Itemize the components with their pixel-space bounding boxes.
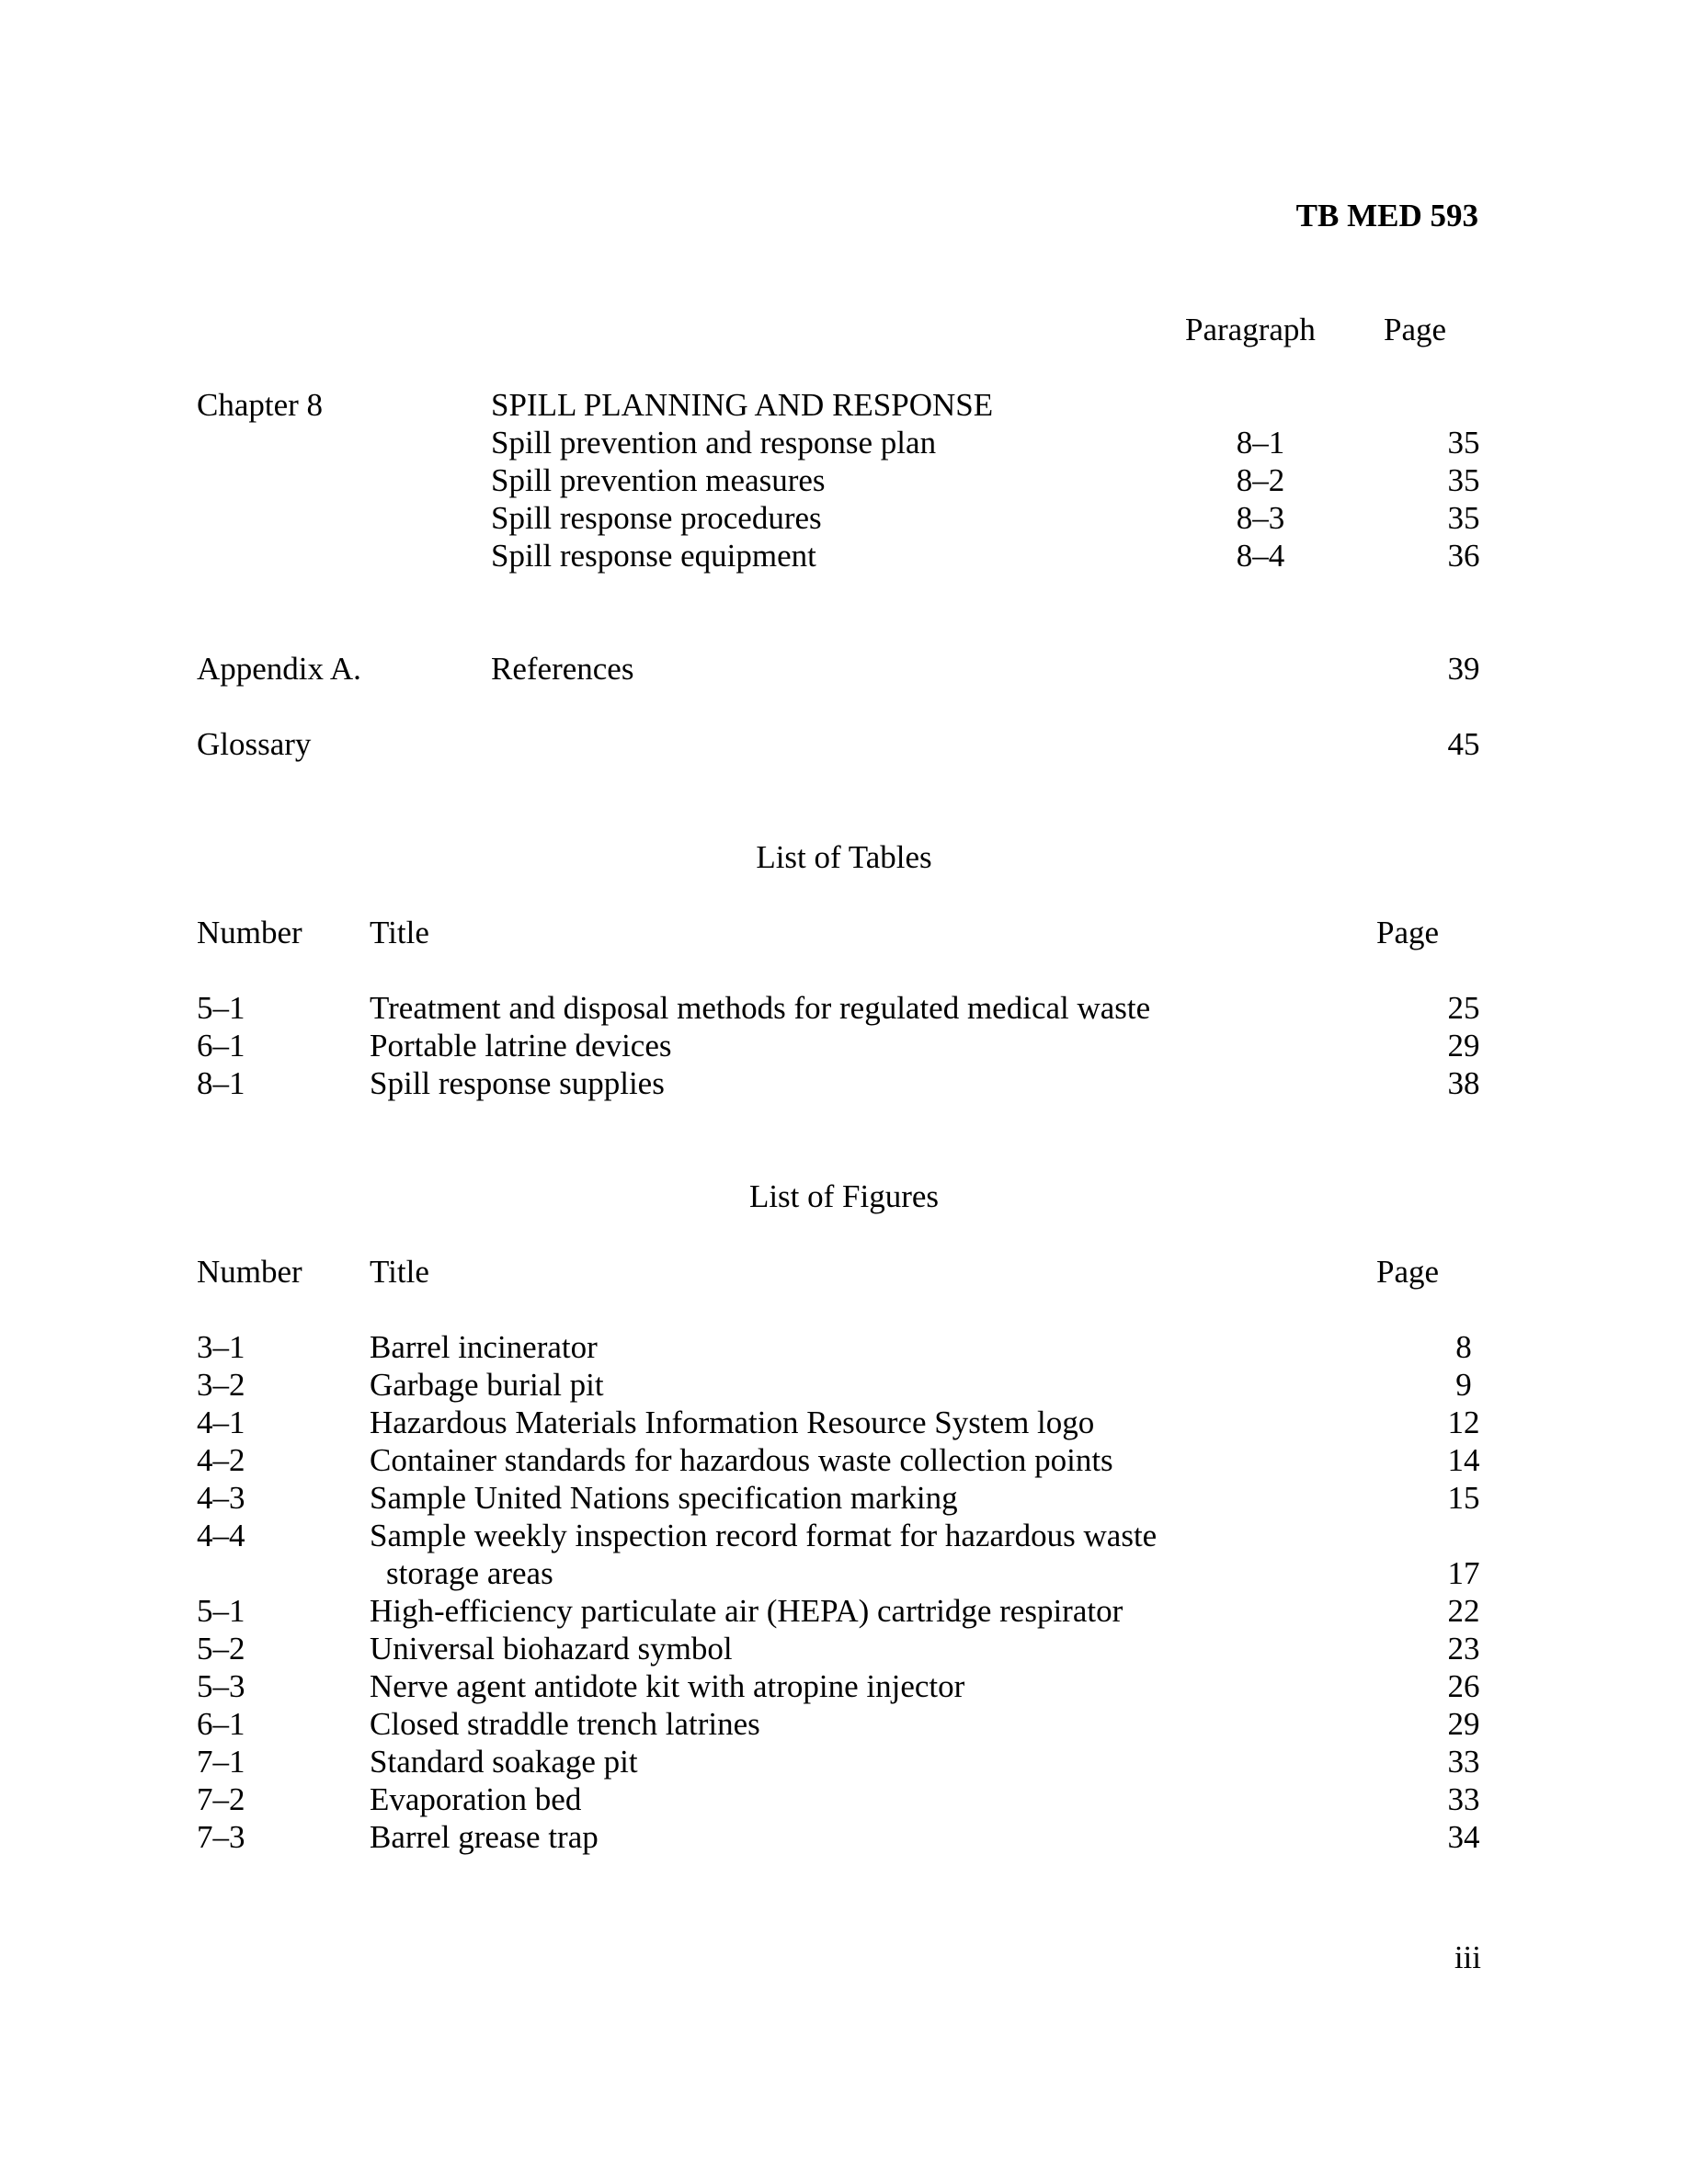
- page-column-header: Page: [1384, 312, 1447, 347]
- toc-entry-title: Spill response procedures: [491, 500, 822, 536]
- figure-entry-page: 9: [1455, 1367, 1472, 1403]
- glossary-entry[interactable]: [197, 725, 1576, 763]
- figure-entry-title: Sample weekly inspection record format for hazardous waste: [370, 1518, 1158, 1553]
- toc-entry[interactable]: [197, 537, 1576, 574]
- tables-number-header: Number: [197, 915, 302, 950]
- toc-entry-paragraph: 8–2: [1236, 462, 1285, 498]
- toc-entry-page: 35: [1447, 425, 1480, 461]
- table-entry[interactable]: [197, 1027, 1576, 1064]
- figure-entry[interactable]: [197, 1328, 1576, 1366]
- figure-entry-number: 4–4: [197, 1518, 245, 1553]
- table-entry-page: 29: [1447, 1028, 1480, 1064]
- tables-header: [197, 914, 1576, 951]
- tables-page-header: Page: [1376, 915, 1440, 950]
- figure-entry-number: 6–1: [197, 1706, 245, 1742]
- toc-entry-paragraph: 8–4: [1236, 538, 1285, 574]
- figure-entry[interactable]: [197, 1479, 1576, 1517]
- figure-entry-page: 14: [1447, 1442, 1480, 1478]
- figure-entry-title: Sample United Nations specification marking: [370, 1480, 958, 1516]
- figure-entry-page: 12: [1447, 1405, 1480, 1440]
- figure-entry-title: Barrel grease trap: [370, 1819, 599, 1855]
- figure-entry-number: 7–3: [197, 1819, 245, 1855]
- figure-entry-number: 7–2: [197, 1781, 245, 1817]
- appendix-label: Appendix A.: [197, 651, 361, 687]
- page-number: iii: [1454, 1939, 1481, 1975]
- figures-header: [197, 1253, 1576, 1291]
- figure-entry-page: 34: [1447, 1819, 1480, 1855]
- figure-entry-title: Standard soakage pit: [370, 1744, 638, 1780]
- glossary-label: Glossary: [197, 726, 312, 762]
- figure-entry[interactable]: [197, 1404, 1576, 1441]
- figure-entry-number: 5–3: [197, 1668, 245, 1704]
- table-entry-title: Portable latrine devices: [370, 1028, 672, 1064]
- figure-entry[interactable]: [197, 1780, 1576, 1818]
- toc-entry-paragraph: 8–1: [1236, 425, 1285, 461]
- figure-entry[interactable]: [197, 1705, 1576, 1743]
- figure-entry-title: Nerve agent antidote kit with atropine injector: [370, 1668, 965, 1704]
- figure-entry[interactable]: [197, 1366, 1576, 1404]
- figure-entry-number: 3–2: [197, 1367, 245, 1403]
- figure-entry-continuation[interactable]: [197, 1554, 1576, 1592]
- chapter-label: Chapter 8: [197, 387, 324, 423]
- figure-entry-number: 7–1: [197, 1744, 245, 1780]
- toc-entry-title: Spill prevention measures: [491, 462, 826, 498]
- figure-entry[interactable]: [197, 1592, 1576, 1630]
- tables-title-header: Title: [370, 915, 429, 950]
- figures-list: [197, 1328, 1576, 1856]
- toc-entry[interactable]: [197, 424, 1576, 461]
- figure-entry[interactable]: [197, 1630, 1576, 1667]
- appendix-entry[interactable]: [197, 650, 1576, 688]
- figure-entry-number: 5–2: [197, 1631, 245, 1666]
- table-entry-number: 6–1: [197, 1028, 245, 1064]
- figure-entry-number: 5–1: [197, 1593, 245, 1629]
- appendix-page: 39: [1447, 651, 1480, 687]
- figure-entry-number: 3–1: [197, 1329, 245, 1365]
- figure-entry-page: 23: [1447, 1631, 1480, 1666]
- figure-entry-title: Hazardous Materials Information Resource System logo: [370, 1405, 1095, 1440]
- figure-entry[interactable]: [197, 1667, 1576, 1705]
- toc-entry[interactable]: [197, 499, 1576, 537]
- figure-entry[interactable]: [197, 1743, 1576, 1780]
- paragraph-column-header: Paragraph: [1185, 312, 1316, 347]
- list-of-figures-heading: List of Figures: [748, 1178, 940, 1214]
- document-id: TB MED 593: [1295, 198, 1478, 233]
- figure-entry-page: 33: [1447, 1744, 1480, 1780]
- table-entry-title: Spill response supplies: [370, 1065, 665, 1101]
- toc-entry[interactable]: [197, 461, 1576, 499]
- figure-entry-page: 22: [1447, 1593, 1480, 1629]
- figures-page-header: Page: [1376, 1254, 1440, 1290]
- toc-entry-paragraph: 8–3: [1236, 500, 1285, 536]
- figure-entry[interactable]: [197, 1818, 1576, 1856]
- table-entry-title: Treatment and disposal methods for regulated medical waste: [370, 990, 1151, 1026]
- figure-entry-page: 26: [1447, 1668, 1480, 1704]
- figure-entry-page: 8: [1455, 1329, 1472, 1365]
- figure-entry-number: 4–2: [197, 1442, 245, 1478]
- figure-entry-title: Barrel incinerator: [370, 1329, 598, 1365]
- figures-title-header: Title: [370, 1254, 429, 1290]
- table-entry-page: 25: [1447, 990, 1480, 1026]
- figure-entry-title: Garbage burial pit: [370, 1367, 604, 1403]
- table-entry-number: 5–1: [197, 990, 245, 1026]
- tables-list: [197, 989, 1576, 1102]
- figure-entry-title: Universal biohazard symbol: [370, 1631, 733, 1666]
- figure-entry-number: 4–3: [197, 1480, 245, 1516]
- figure-entry-number: 4–1: [197, 1405, 245, 1440]
- glossary-page: 45: [1447, 726, 1480, 762]
- figure-entry-page: 29: [1447, 1706, 1480, 1742]
- figures-number-header: Number: [197, 1254, 302, 1290]
- table-entry[interactable]: [197, 1064, 1576, 1102]
- toc-entry-page: 36: [1447, 538, 1480, 574]
- chapter-8-section: [197, 386, 1576, 574]
- table-entry-page: 38: [1447, 1065, 1480, 1101]
- toc-entry-title: Spill prevention and response plan: [491, 425, 937, 461]
- list-of-tables-heading: List of Tables: [756, 839, 932, 875]
- figure-entry-title: Closed straddle trench latrines: [370, 1706, 760, 1742]
- chapter-title: SPILL PLANNING AND RESPONSE: [491, 387, 994, 423]
- figure-entry-title: Container standards for hazardous waste collection points: [370, 1442, 1113, 1478]
- figure-entry-title-continued: storage areas: [386, 1555, 553, 1591]
- figure-entry[interactable]: [197, 1517, 1576, 1554]
- figure-entry[interactable]: [197, 1441, 1576, 1479]
- figure-entry-title: High-efficiency particulate air (HEPA) cartridge respirator: [370, 1593, 1123, 1629]
- figure-entry-page: 33: [1447, 1781, 1480, 1817]
- table-entry-number: 8–1: [197, 1065, 245, 1101]
- figure-entry-page: 17: [1447, 1555, 1480, 1591]
- toc-entry-title: Spill response equipment: [491, 538, 816, 574]
- figure-entry-page: 15: [1447, 1480, 1480, 1516]
- table-entry[interactable]: [197, 989, 1576, 1027]
- figure-entry-title: Evaporation bed: [370, 1781, 582, 1817]
- appendix-title: References: [491, 651, 634, 687]
- toc-entry-page: 35: [1447, 500, 1480, 536]
- toc-entry-page: 35: [1447, 462, 1480, 498]
